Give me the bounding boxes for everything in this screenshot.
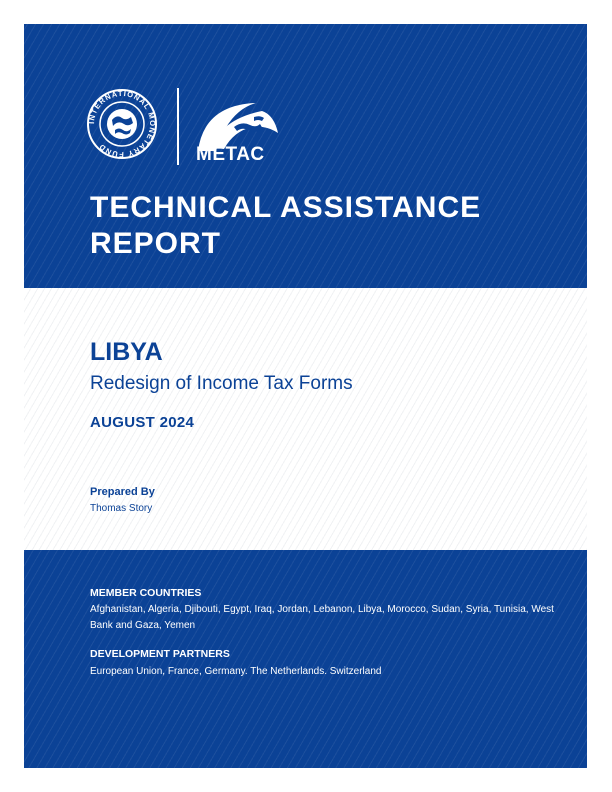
- development-partners-list: European Union, France, Germany. The Netherlands. Switzerland: [90, 666, 382, 677]
- logo-group: [86, 88, 286, 168]
- report-cover: [24, 24, 587, 768]
- imf-seal-icon: [86, 88, 158, 160]
- member-countries-heading: MEMBER COUNTRIES: [90, 587, 202, 599]
- country-name: LIBYA: [90, 338, 163, 366]
- logo-divider: [177, 88, 179, 165]
- imf-seal-text: INTERNATIONAL MONETARY FUND: [86, 88, 158, 160]
- report-title: TECHNICAL ASSISTANCE REPORT: [90, 191, 482, 260]
- header-band: [24, 24, 587, 288]
- member-countries-list: Afghanistan, Algeria, Djibouti, Egypt, Iraq, Jordan, Lebanon, Libya, Morocco, Sudan, Syria, Tunisia, West Bank and Gaza, Yemen: [90, 604, 554, 631]
- metac-wordmark: METAC: [196, 144, 265, 165]
- prepared-by-label: Prepared By: [90, 486, 155, 498]
- report-subtitle: Redesign of Income Tax Forms: [90, 373, 353, 394]
- report-date: AUGUST 2024: [90, 414, 195, 431]
- author-name: Thomas Story: [90, 503, 153, 514]
- development-partners-heading: DEVELOPMENT PARTNERS: [90, 648, 230, 660]
